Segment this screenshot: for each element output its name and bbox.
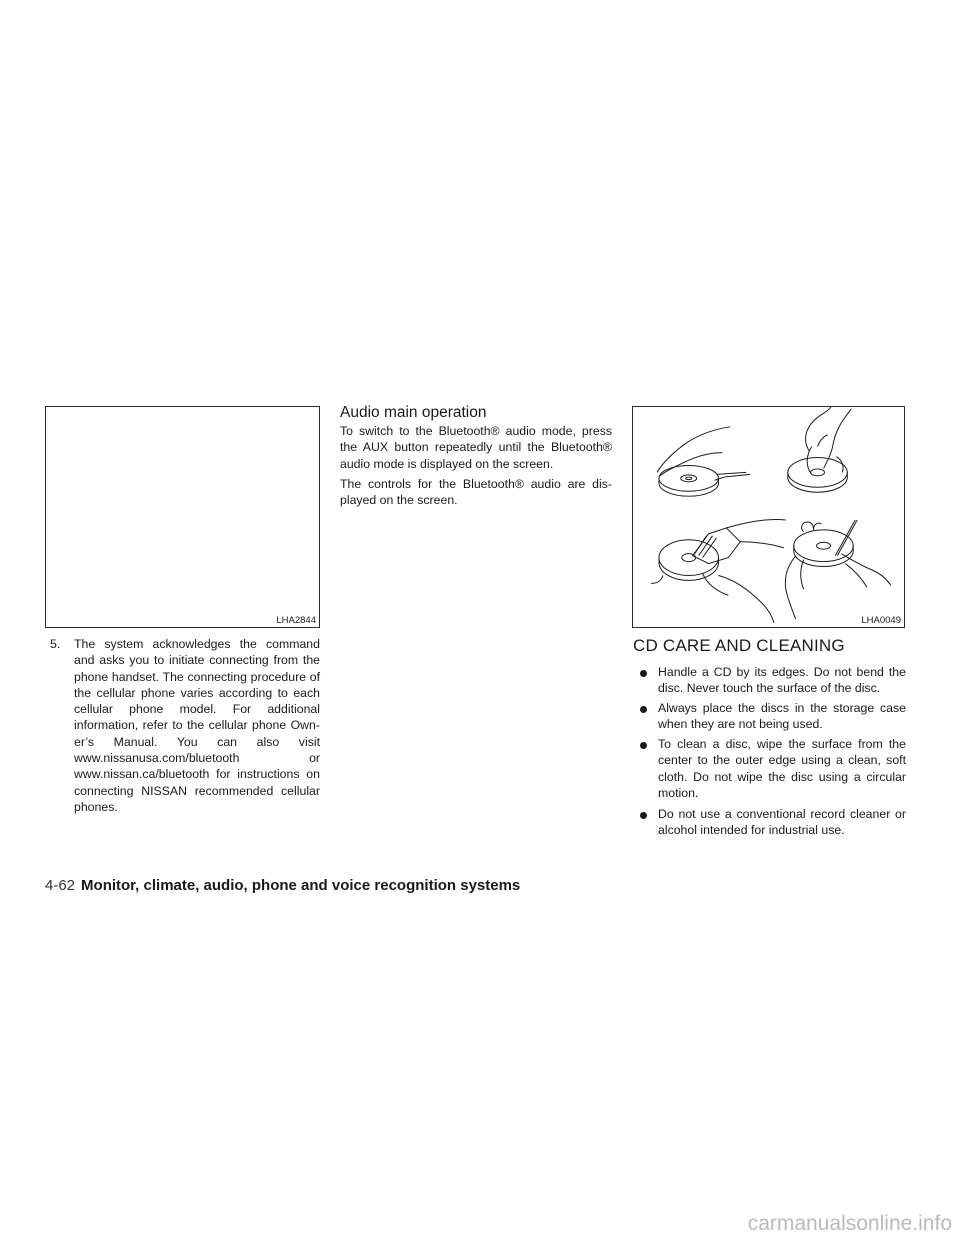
audio-paragraph-2: The controls for the Bluetooth® audio are dis-played on the screen. bbox=[340, 477, 612, 508]
figure-label: LHA2844 bbox=[276, 615, 316, 626]
bullet-icon bbox=[640, 742, 647, 749]
list-item-text: Always place the discs in the storage case when they are not being used. bbox=[658, 701, 906, 732]
bullet-icon bbox=[640, 706, 647, 713]
section-title: Monitor, climate, audio, phone and voice recognition systems bbox=[81, 877, 521, 894]
list-item-text: To clean a disc, wipe the surface from the center to the outer edge using a clean, soft cloth. Do not wipe the disc using a circular motion. bbox=[658, 737, 906, 800]
cd-care-heading: CD CARE AND CLEANING bbox=[633, 636, 845, 655]
step-5 bbox=[50, 636, 320, 815]
bullet-icon bbox=[640, 812, 647, 819]
watermark: carmanualsonline.info bbox=[747, 1212, 952, 1235]
step-text-main: The system acknowledges the command and asks you to initiate connecting from the phone handset. The connecting procedure of the cellular phone varies according to each cellular phone model. For additional information, refer to the cellular phone Own-er’s Manual. You can also visit bbox=[74, 637, 320, 749]
step-text-end: www.nissan.ca/bluetooth for instructions on connecting NISSAN recommended cellular phones. bbox=[74, 767, 320, 814]
list-item bbox=[640, 736, 906, 801]
list-item bbox=[640, 700, 906, 733]
step-number: 5. bbox=[50, 637, 61, 651]
step-text bbox=[74, 636, 320, 815]
step-url-line: www.nissanusa.com/bluetooth or bbox=[74, 751, 320, 766]
list-item bbox=[640, 806, 906, 839]
figure-blank-lha2844 bbox=[45, 406, 320, 628]
bullet-icon bbox=[640, 670, 647, 677]
list-item bbox=[640, 664, 906, 697]
list-item-text: Handle a CD by its edges. Do not bend the disc. Never touch the surface of the disc. bbox=[658, 665, 906, 696]
cd-handling-illustration bbox=[633, 407, 904, 627]
page-footer bbox=[45, 876, 520, 896]
audio-paragraph-1: To switch to the Bluetooth® audio mode, press the AUX button repeatedly until the Bluetooth® audio mode is displayed on the screen. bbox=[340, 424, 612, 471]
figure-label: LHA0049 bbox=[861, 615, 901, 626]
disc-icon bbox=[659, 540, 718, 581]
figure-cd-handling bbox=[632, 406, 905, 628]
audio-heading: Audio main operation bbox=[340, 404, 487, 421]
disc-icon bbox=[788, 458, 847, 493]
page-number: 4-62 bbox=[45, 877, 76, 894]
list-item-text: Do not use a conventional record cleaner or alcohol intended for industrial use. bbox=[658, 807, 906, 838]
